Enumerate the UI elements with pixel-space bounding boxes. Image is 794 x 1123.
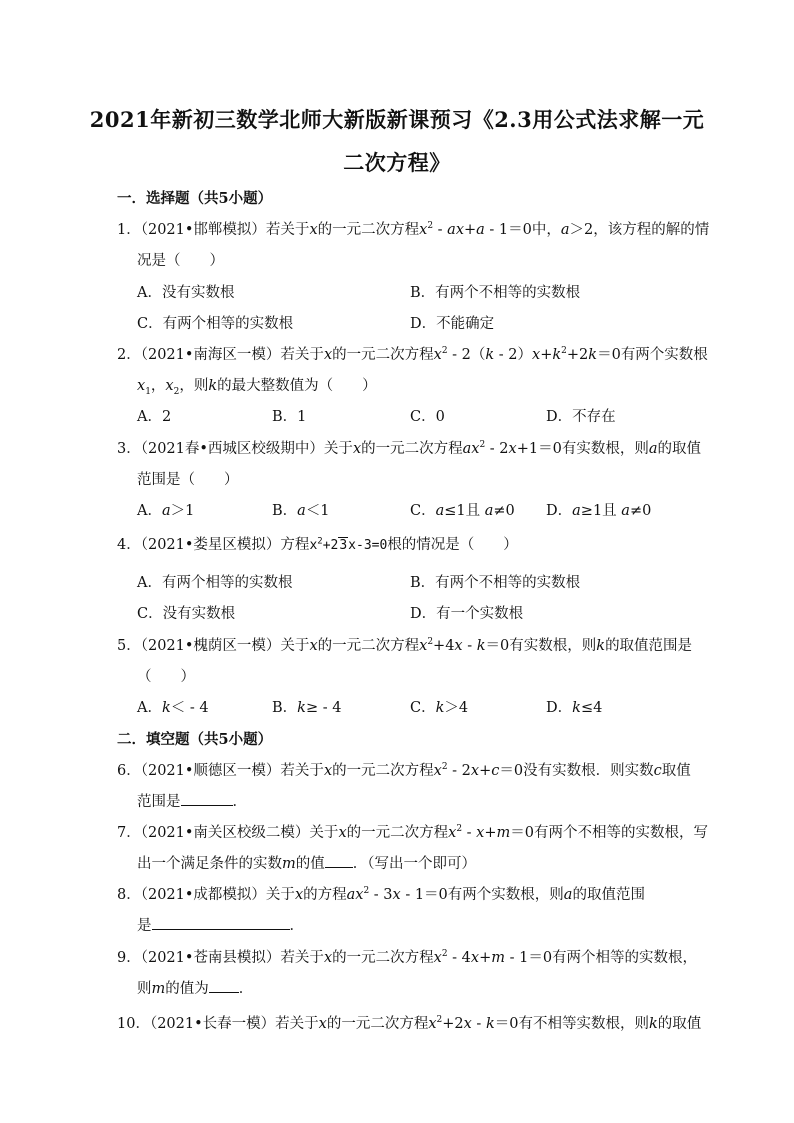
q3-option-d-label: D． bbox=[546, 503, 573, 519]
page-title-line1: 2021年新初三数学北师大新版新课预习《2.3用公式法求解一元 bbox=[89, 107, 705, 132]
section-heading-choice: 一．选择题（共5小题） bbox=[117, 190, 273, 207]
question-2-text: 的一元二次方程 bbox=[332, 347, 434, 363]
question-8-text: 的方程 bbox=[303, 887, 347, 903]
q5-option-d[interactable]: D．k≤4 bbox=[546, 700, 603, 716]
q3-option-b[interactable]: B．a＜1 bbox=[272, 503, 330, 519]
question-3-text-c: 的取值 bbox=[657, 441, 701, 457]
q4-option-d[interactable]: D．有一个实数根 bbox=[410, 606, 524, 622]
question-10-text-c: 的取值 bbox=[657, 1016, 702, 1032]
question-1: 1．（2021•邯郸模拟）若关于x的一元二次方程$x^2 - ax+a - 1=0$中，a＞2，该方程的解的情 bbox=[117, 221, 710, 238]
question-4-source: 4．（2021•娄星区模拟）方程 bbox=[117, 537, 310, 553]
question-7: 7．（2021•南关区校级二模）关于x的一元二次方程$x^2 - x+m=0$有两个不相等的实数根，写 bbox=[117, 824, 708, 841]
question-2-text-b: 有两个实数根 bbox=[620, 347, 708, 363]
question-1-text-b: 中， bbox=[531, 222, 561, 238]
section-heading-fill: 二．填空题（共5小题） bbox=[117, 731, 273, 748]
question-8-cont-text: 是 bbox=[137, 918, 152, 934]
question-9: 9．（2021•苍南县模拟）若关于x的一元二次方程$x^2 - 4x+m - 1=0$有两个相等的实数根， bbox=[117, 949, 698, 966]
question-9-end: ． bbox=[238, 981, 254, 997]
answer-blank-9[interactable] bbox=[209, 978, 239, 993]
question-2-source: 2．（2021•南海区一模）若关于 bbox=[117, 347, 324, 363]
question-8: 8．（2021•成都模拟）关于x的方程$ax^2 - 3x - 1=0$有两个实数根，则a的取值范围 bbox=[117, 886, 645, 903]
answer-blank-6[interactable] bbox=[181, 791, 233, 806]
question-8-text-c: 的取值范围 bbox=[572, 887, 645, 903]
question-5: 5．（2021•槐荫区一模）关于x的一元二次方程$x^2+4x - k=0$有实数根，则k的取值范围是 bbox=[117, 637, 693, 654]
question-7-text-b: 有两个不相等的实数根，写 bbox=[534, 825, 708, 841]
question-7-cont-b: 的值 bbox=[295, 856, 325, 872]
q1-option-a[interactable]: A．没有实数根 bbox=[137, 285, 235, 301]
q5-option-c-label: C． bbox=[410, 700, 436, 716]
q2-option-a[interactable]: A．2 bbox=[137, 409, 172, 425]
question-9-text-b: 有两个相等的实数根， bbox=[552, 950, 698, 966]
question-7-cont: 出一个满足条件的实数m的值 ．（写出一个即可） bbox=[137, 852, 476, 873]
question-6-source: 6．（2021•顺德区一模）若关于 bbox=[117, 763, 324, 779]
q5-option-a-label: A． bbox=[137, 700, 162, 716]
question-6-cont-text: 范围是 bbox=[137, 794, 181, 810]
question-10-text-b: 有不相等实数根，则 bbox=[518, 1016, 649, 1032]
question-5-text-b: 有实数根，则 bbox=[509, 638, 597, 654]
question-3-cont: 范围是（ ） bbox=[137, 472, 239, 488]
question-5-text-c: 的取值范围是 bbox=[605, 638, 693, 654]
q2-option-b[interactable]: B．1 bbox=[272, 409, 307, 425]
question-3-source: 3．（2021春•西城区校级期中）关于 bbox=[117, 441, 353, 457]
question-6: 6．（2021•顺德区一模）若关于x的一元二次方程$x^2 - 2x+c=0$没有实数根．则实数c取值 bbox=[117, 762, 691, 779]
q5-option-b-label: B． bbox=[272, 700, 298, 716]
question-8-end: ． bbox=[289, 918, 304, 934]
question-2: 2．（2021•南海区一模）若关于x的一元二次方程$x^2 - 2(k - 2)x+k^2+2k=0$有两个实数根 bbox=[117, 346, 708, 363]
q1-option-d[interactable]: D．不能确定 bbox=[410, 316, 495, 332]
question-9-cont-a: 则 bbox=[137, 981, 152, 997]
question-4-text-b: 根的情况是（ ） bbox=[387, 537, 518, 553]
q1-option-c[interactable]: C．有两个相等的实数根 bbox=[137, 316, 294, 332]
question-1-text-c: ，该方程的解的情 bbox=[593, 222, 710, 238]
question-5-cont: （ ） bbox=[137, 669, 195, 685]
q3-option-d[interactable]: D．a≥1且 a≠0 bbox=[546, 503, 652, 519]
question-2-cont-a: ，则 bbox=[179, 378, 209, 394]
q3-option-b-label: B． bbox=[272, 503, 298, 519]
question-7-text: 的一元二次方程 bbox=[346, 825, 449, 841]
question-4: 4．（2021•娄星区模拟）方程$x^2+23x-3=0$根的情况是（ ） bbox=[117, 536, 518, 553]
q3-option-a-label: A． bbox=[137, 503, 162, 519]
question-9-text: 的一元二次方程 bbox=[332, 950, 434, 966]
question-10-source: 10．（2021•长春一模）若关于 bbox=[117, 1016, 319, 1032]
q4-option-c[interactable]: C．没有实数根 bbox=[137, 606, 236, 622]
question-10: 10．（2021•长春一模）若关于x的一元二次方程$x^2+2x - k=0$有不相等实数根，则k的取值 bbox=[117, 1015, 702, 1032]
question-9-source: 9．（2021•苍南县模拟）若关于 bbox=[117, 950, 324, 966]
q3-option-c-label: C． bbox=[410, 503, 436, 519]
q2-option-c[interactable]: C．0 bbox=[410, 409, 445, 425]
question-1-cont: 况是（ ） bbox=[137, 253, 224, 269]
question-8-source: 8．（2021•成都模拟）关于 bbox=[117, 887, 295, 903]
q2-option-d[interactable]: D．不存在 bbox=[546, 409, 616, 425]
question-6-end: ． bbox=[232, 794, 247, 810]
question-1-source: 1．（2021•邯郸模拟）若关于 bbox=[117, 222, 310, 238]
question-8-cont bbox=[137, 914, 304, 935]
q5-option-b[interactable]: B．k≥ - 4 bbox=[272, 700, 342, 716]
q1-option-b[interactable]: B．有两个不相等的实数根 bbox=[410, 285, 581, 301]
question-9-cont: 则m的值为 ． bbox=[137, 977, 253, 998]
page-title-line2: 二次方程》 bbox=[343, 150, 451, 175]
answer-blank-8[interactable] bbox=[152, 915, 290, 930]
q4-option-a[interactable]: A．有两个相等的实数根 bbox=[137, 575, 293, 591]
question-3: 3．（2021春•西城区校级期中）关于x的一元二次方程$ax^2 - 2x+1=0$有实数根，则a的取值 bbox=[117, 440, 701, 457]
q3-option-c[interactable]: C．a≤1且 a≠0 bbox=[410, 503, 515, 519]
answer-blank-7[interactable] bbox=[325, 853, 353, 868]
q3-option-a[interactable]: A．a＞1 bbox=[137, 503, 195, 519]
question-6-cont bbox=[137, 790, 247, 811]
question-7-cont-c: ．（写出一个即可） bbox=[352, 856, 476, 872]
question-3-text: 的一元二次方程 bbox=[361, 441, 463, 457]
question-2-cont: $x_1$，$x_2$，则k的最大整数值为（ ） bbox=[137, 378, 377, 397]
question-2-cont-b: 的最大整数值为（ ） bbox=[217, 378, 377, 394]
question-8-text-b: 有两个实数根，则 bbox=[447, 887, 564, 903]
question-7-cont-a: 出一个满足条件的实数 bbox=[137, 856, 282, 872]
q5-option-a[interactable]: A．k＜ - 4 bbox=[137, 700, 209, 716]
question-5-source: 5．（2021•槐荫区一模）关于 bbox=[117, 638, 310, 654]
question-6-text: 的一元二次方程 bbox=[332, 763, 434, 779]
question-3-text-b: 有实数根，则 bbox=[561, 441, 649, 457]
question-5-text: 的一元二次方程 bbox=[317, 638, 420, 654]
q5-option-c[interactable]: C．k＞4 bbox=[410, 700, 469, 716]
question-1-text: 的一元二次方程 bbox=[317, 222, 420, 238]
question-10-text: 的一元二次方程 bbox=[326, 1016, 429, 1032]
q5-option-d-label: D． bbox=[546, 700, 573, 716]
question-6-text-c: 取值 bbox=[661, 763, 691, 779]
question-7-source: 7．（2021•南关区校级二模）关于 bbox=[117, 825, 339, 841]
question-9-cont-b: 的值为 bbox=[165, 981, 209, 997]
question-6-text-b: 没有实数根．则实数 bbox=[523, 763, 654, 779]
q4-option-b[interactable]: B．有两个不相等的实数根 bbox=[410, 575, 581, 591]
